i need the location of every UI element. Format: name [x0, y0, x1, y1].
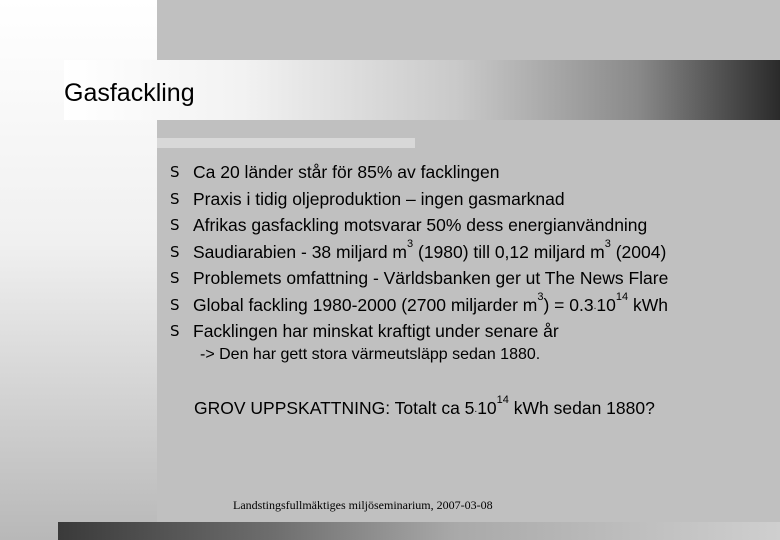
bullet-text: Ca 20 länder står för 85% av facklingen	[193, 162, 500, 182]
text-segment: k	[628, 294, 642, 315]
sub-note: -> Den har gett stora värmeutsläpp sedan 1880.	[200, 346, 541, 363]
superscript: 3	[407, 237, 414, 250]
bullet-item	[170, 239, 668, 266]
footer-text: Landstingsfullmäktiges miljöseminarium, 2007-03-08	[233, 498, 493, 512]
superscript: 3	[537, 290, 544, 303]
superscript: 3	[604, 237, 611, 250]
text-segment: (2004)	[610, 241, 667, 262]
bullet-list	[170, 159, 668, 345]
bullet-item	[170, 265, 668, 292]
text-segment: kWh sedan 1880?	[508, 398, 655, 418]
slide-title: Gasfackling	[64, 79, 195, 107]
bullet-item	[170, 292, 668, 319]
text-segment: Wh	[641, 294, 668, 315]
text-segment: (1980) till 0,12 miljard m	[413, 241, 605, 262]
bullet-text: Praxis i tidig oljeproduktion – ingen gasmarknad	[193, 188, 565, 209]
superscript: 14	[615, 290, 629, 303]
text-segment: Global fackling 1980-2000 (2700 miljarder m	[193, 294, 538, 315]
bullet-icon: S	[170, 322, 180, 340]
bullet-text: Problemets omfattning - Världsbanken ger ut The News Flare	[193, 268, 669, 288]
superscript: 14	[496, 394, 509, 406]
text-segment: 10	[596, 294, 616, 315]
multiplication-dot: .	[474, 404, 478, 415]
text-segment: Saudiarabien - 38 miljard m	[193, 241, 407, 262]
bullet-text: Facklingen har minskat kraftigt under senare år	[193, 321, 559, 341]
decorative-rule	[157, 138, 415, 148]
bullet-text: Afrikas gasfackling motsvarar 50% dess energianvändning	[193, 215, 648, 235]
text-segment: 10	[477, 398, 497, 418]
bullet-icon: S	[170, 163, 180, 181]
bullet-icon: S	[170, 269, 180, 287]
bullet-item	[170, 318, 668, 345]
bullet-item	[170, 159, 668, 186]
text-segment: GROV UPPSKATTNING: Totalt ca 5	[194, 398, 475, 418]
bullet-icon: S	[170, 242, 180, 261]
bullet-item	[170, 186, 668, 213]
estimate-line	[194, 395, 655, 421]
bottom-gradient-band	[58, 522, 780, 540]
bullet-icon: S	[170, 216, 180, 234]
bullet-text	[193, 237, 667, 262]
multiplication-dot: .	[593, 300, 597, 312]
text-segment: ) = 0.3	[543, 294, 594, 315]
bullet-icon: S	[170, 295, 180, 314]
bullet-text	[193, 290, 668, 315]
bullet-item	[170, 212, 668, 239]
bullet-icon: S	[170, 189, 180, 208]
